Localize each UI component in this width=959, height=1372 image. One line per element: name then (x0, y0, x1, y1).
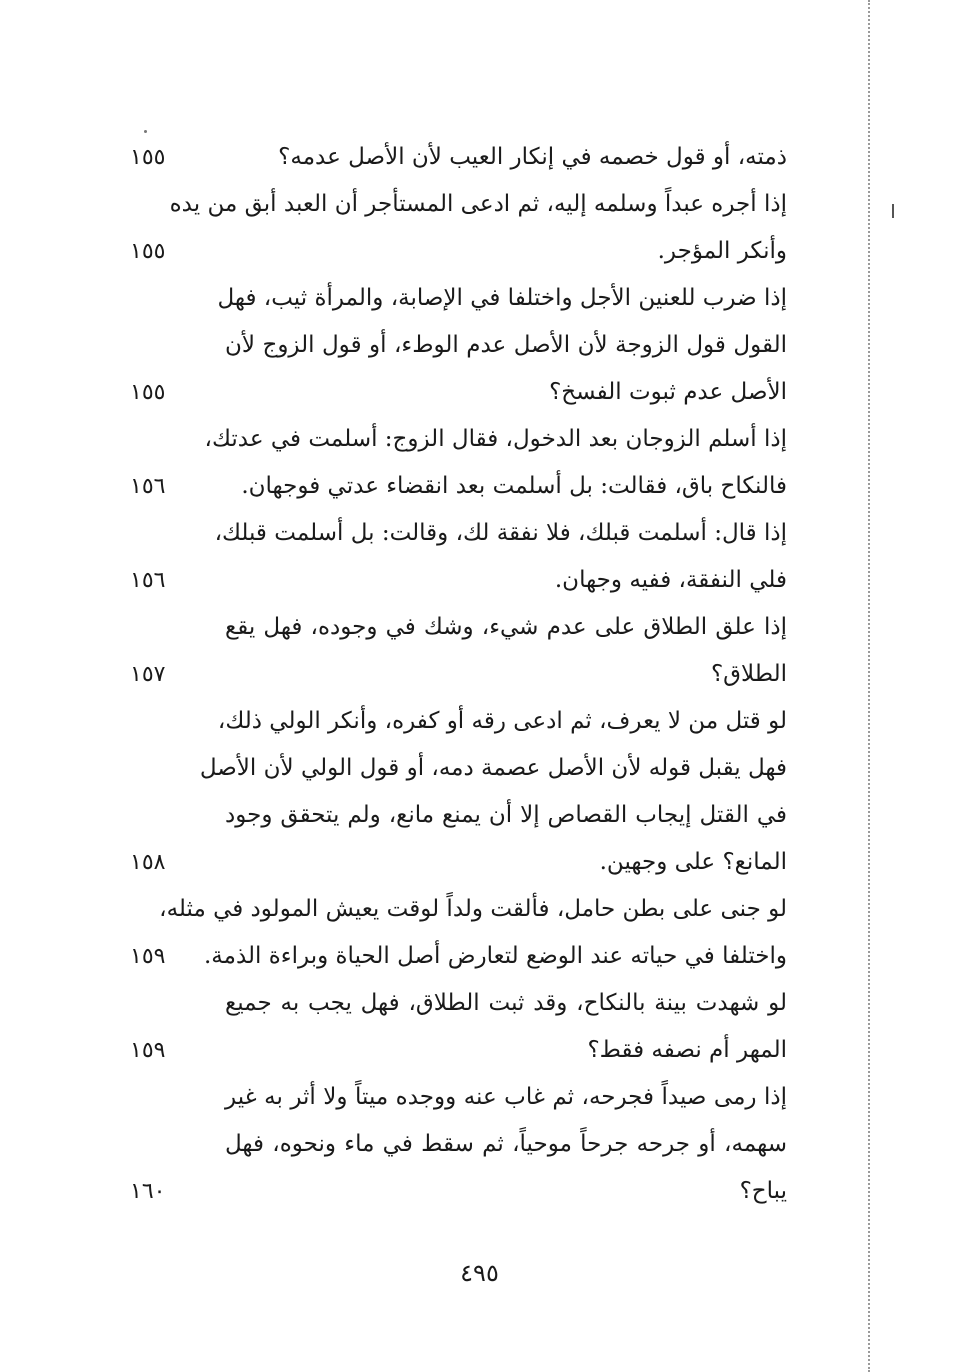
entry-line-row (0, 510, 959, 557)
index-entry (0, 604, 959, 698)
entry-line: ذمته، أو قول خصمه في إنكار العيب لأن الأصل عدمه؟ (278, 144, 787, 170)
entry-line-row (0, 839, 959, 886)
entry-page-ref: ١٥٥ (130, 239, 166, 264)
entry-line: إذا رمى صيداً فجرحه، ثم غاب عنه ووجده ميتاً ولا أثر به غير (225, 1084, 787, 1110)
entry-line: واختلفا في حياته عند الوضع لتعارض أصل الحياة وبراءة الذمة. (204, 943, 787, 969)
entry-line: لو جنى على بطن حامل، فألقت ولداً لوقت يعيش المولود في مثله، (159, 896, 787, 922)
entry-line-row (0, 181, 959, 228)
entry-page-ref: ١٥٨ (130, 850, 166, 875)
entry-line-row (0, 886, 959, 933)
entry-line-row (0, 792, 959, 839)
index-entry (0, 181, 959, 275)
entry-line: لو شهدت بينة بالنكاح، وقد ثبت الطلاق، فهل يجب به جميع (225, 990, 787, 1016)
entry-page-ref: ١٥٥ (130, 380, 166, 405)
entry-page-ref: ١٥٩ (130, 1038, 166, 1063)
index-entry (0, 275, 959, 416)
entry-line-row (0, 1074, 959, 1121)
entry-page-ref: ١٥٦ (130, 474, 166, 499)
entry-line: فهل يقبل قوله لأن الأصل عصمة دمه، أو قول الولي لأن الأصل (199, 755, 787, 781)
entry-line: إذا علق الطلاق على عدم شيء، وشك في وجوده، فهل يقع (225, 614, 787, 640)
entry-page-ref: ١٥٧ (130, 662, 166, 687)
speck-mark (144, 130, 147, 133)
entry-line-row (0, 933, 959, 980)
entry-line-row (0, 698, 959, 745)
entry-line: فلي النفقة، ففيه وجهان. (554, 567, 787, 593)
index-entry (0, 980, 959, 1074)
entry-line-row (0, 134, 959, 181)
entry-line: إذا أجره عبداً وسلمه إليه، ثم ادعى المستأجر أن العبد أبق من يده (169, 191, 787, 217)
entry-page-ref: ١٦٠ (130, 1179, 166, 1204)
entry-line-row (0, 651, 959, 698)
page-number: ٤٩٥ (460, 1259, 499, 1287)
entry-line-row (0, 1168, 959, 1215)
entry-line: يباح؟ (739, 1178, 787, 1204)
entry-line-row (0, 228, 959, 275)
entry-line: وأنكر المؤجر. (657, 238, 787, 264)
index-entry (0, 416, 959, 510)
entry-line-row (0, 557, 959, 604)
entry-line-row (0, 275, 959, 322)
entry-line: إذا ضرب للعنين الأجل واختلفا في الإصابة، والمرأة ثيب، فهل (217, 285, 787, 311)
entry-line: إذا أسلم الزوجان بعد الدخول، فقال الزوج: أسلمت في عدتك، (204, 426, 787, 452)
entry-page-ref: ١٥٩ (130, 944, 166, 969)
entry-page-ref: ١٥٥ (130, 145, 166, 170)
entry-line: الطلاق؟ (710, 661, 787, 687)
index-entry (0, 1074, 959, 1215)
entry-line: الأصل عدم ثبوت الفسخ؟ (549, 379, 787, 405)
entry-line: المهر أم نصفه فقط؟ (587, 1037, 787, 1063)
entry-line-row (0, 1027, 959, 1074)
entry-line: سهمه، أو جرحه جرحاً موحياً، ثم سقط في ماء ونحوه، فهل (225, 1131, 787, 1157)
entry-line: إذا قال: أسلمت قبلك، فلا نفقة لك، وقالت: بل أسلمت قبلك، (214, 520, 787, 546)
entry-line: المانع؟ على وجهين. (599, 849, 787, 875)
entry-line: في القتل إيجاب القصاص إلا أن يمنع مانع، ولم يتحقق وجود (225, 802, 787, 828)
index-entries (0, 134, 959, 1215)
entry-page-ref: ١٥٦ (130, 568, 166, 593)
entry-line-row (0, 745, 959, 792)
entry-line-row (0, 463, 959, 510)
entry-line: القول قول الزوجة لأن الأصل عدم الوطء، أو قول الزوج لأن (225, 332, 787, 358)
entry-line-row (0, 980, 959, 1027)
entry-line-row (0, 322, 959, 369)
entry-line-row (0, 1121, 959, 1168)
index-entry (0, 134, 959, 181)
index-entry (0, 886, 959, 980)
entry-line: لو قتل من لا يعرف، ثم ادعى رقه أو كفره، وأنكر الولي ذلك، (217, 708, 787, 734)
entry-line-row (0, 369, 959, 416)
index-entry (0, 698, 959, 886)
index-entry (0, 510, 959, 604)
entry-line-row (0, 604, 959, 651)
entry-line-row (0, 416, 959, 463)
entry-line: فالنكاح باق، فقالت: بل أسلمت بعد انقضاء عدتي فوجهان. (241, 473, 787, 499)
